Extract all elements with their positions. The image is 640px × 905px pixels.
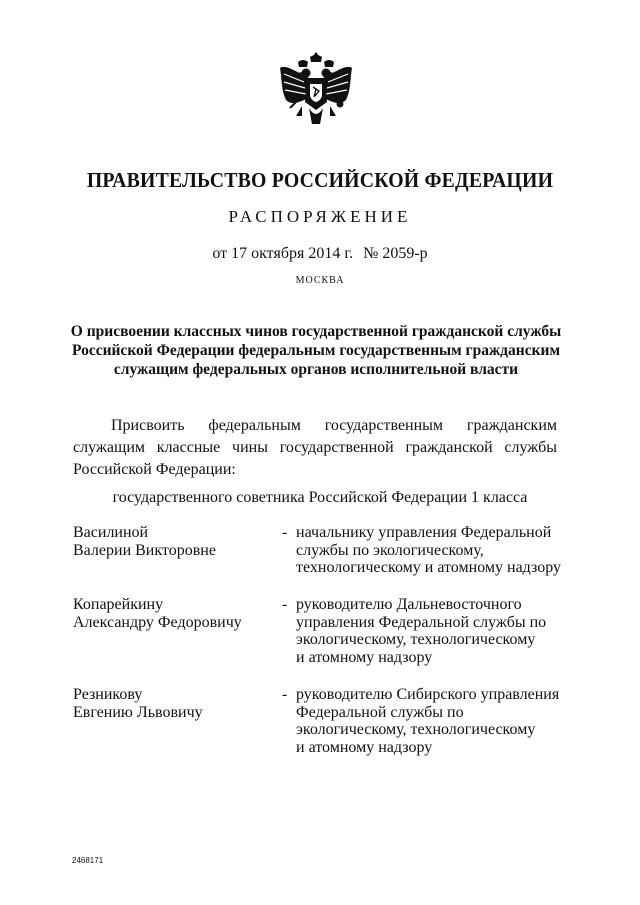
class-rank-heading: государственного советника Российской Федерации 1 класса xyxy=(112,489,528,506)
document-code: 2468171 xyxy=(72,856,104,865)
appointee-name: Василиной Валерии Викторовне xyxy=(73,524,216,559)
organization-title: ПРАВИТЕЛЬСТВО РОССИЙСКОЙ ФЕДЕРАЦИИ xyxy=(86,168,554,192)
document-date: от 17 октября 2014 г. xyxy=(212,245,354,262)
appointee-position: начальнику управления Федеральной службы по экологическому, технологическому и атомному надзору xyxy=(296,524,562,576)
appointee-position: руководителю Сибирского управления Федеральной службы по экологическому, технологическому и атомному надзору xyxy=(296,686,560,756)
document-subject xyxy=(60,322,572,379)
document-city: МОСКВА xyxy=(295,275,345,286)
entry-dash: - xyxy=(282,686,288,703)
entry-dash: - xyxy=(282,524,288,541)
entry-dash: - xyxy=(282,596,288,613)
document-date-line xyxy=(0,245,640,263)
appointee-name: Копарейкину Александру Федоровичу xyxy=(73,596,242,631)
subject-line: Российской Федерации федеральным государственным гражданским xyxy=(71,342,560,359)
subject-line: служащим федеральных органов исполнительной власти xyxy=(113,361,519,378)
intro-paragraph: Присвоить федеральным государственным гражданским служащим классные чины государственной гражданской службы Российской Федерации: xyxy=(73,417,557,478)
appointee-position: руководителю Дальневосточного управления Федеральной службы по экологическому, технологическому и атомному надзору xyxy=(296,596,547,666)
russian-coat-of-arms-icon xyxy=(276,48,356,144)
document-number: № 2059-р xyxy=(363,245,428,262)
appointee-name: Резникову Евгению Львовичу xyxy=(73,686,203,721)
subject-line: О присвоении классных чинов государственной гражданской службы xyxy=(70,323,562,340)
document-type: РАСПОРЯЖЕНИЕ xyxy=(228,207,412,226)
